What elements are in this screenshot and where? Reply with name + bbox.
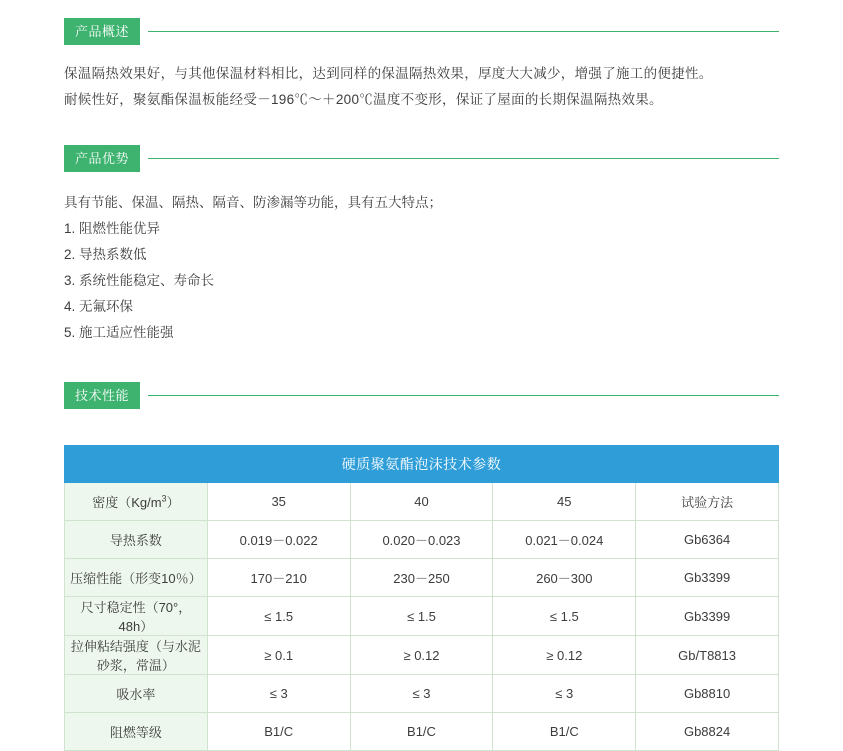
row-value-2: 0.020－0.023 bbox=[350, 521, 493, 559]
row-value-2: 230－250 bbox=[350, 559, 493, 597]
section-tag-performance: 技术性能 bbox=[64, 382, 140, 409]
advantage-intro: 具有节能、保温、隔热、隔音、防渗漏等功能，具有五大特点； bbox=[64, 195, 442, 210]
section-rule-overview bbox=[148, 31, 779, 32]
row-label: 压缩性能（形变10％） bbox=[65, 559, 208, 597]
table-row bbox=[65, 559, 779, 597]
table-body bbox=[65, 483, 779, 751]
row-value-2: 40 bbox=[350, 483, 493, 521]
row-value-2: ≤ 3 bbox=[350, 675, 493, 713]
table-row bbox=[65, 713, 779, 751]
overview-line-2: 耐候性好，聚氨酯保温板能经受－196℃～＋200℃温度不变形，保证了屋面的长期保温隔热效果。 bbox=[64, 92, 663, 107]
table-row bbox=[65, 675, 779, 713]
row-method: 试验方法 bbox=[636, 483, 779, 521]
overview-line-1: 保温隔热效果好，与其他保温材料相比，达到同样的保温隔热效果，厚度大大减少，增强了施工的便捷性。 bbox=[64, 66, 713, 81]
row-label-text: 密度（Kg/m bbox=[92, 495, 162, 510]
row-value-3: 45 bbox=[493, 483, 636, 521]
row-value-2: ≥ 0.12 bbox=[350, 636, 493, 675]
advantage-item-5: 5. 施工适应性能强 bbox=[64, 325, 174, 340]
row-value-2: B1/C bbox=[350, 713, 493, 751]
advantage-item-4: 4. 无氟环保 bbox=[64, 299, 134, 314]
row-value-1: ≤ 1.5 bbox=[207, 597, 350, 636]
row-method: Gb3399 bbox=[636, 597, 779, 636]
advantage-item-1: 1. 阻燃性能优异 bbox=[64, 221, 161, 236]
row-value-3: 0.021－0.024 bbox=[493, 521, 636, 559]
section-header-overview bbox=[64, 18, 779, 45]
row-value-3: ≤ 1.5 bbox=[493, 597, 636, 636]
row-label-superscript: 3 bbox=[161, 493, 167, 504]
advantage-item-3: 3. 系统性能稳定、寿命长 bbox=[64, 273, 215, 288]
row-method: Gb3399 bbox=[636, 559, 779, 597]
section-rule-advantage bbox=[148, 158, 779, 159]
row-value-1: B1/C bbox=[207, 713, 350, 751]
row-label: 导热系数 bbox=[65, 521, 208, 559]
row-method: Gb/T8813 bbox=[636, 636, 779, 675]
row-label: 吸水率 bbox=[65, 675, 208, 713]
row-label: 阻燃等级 bbox=[65, 713, 208, 751]
row-value-3: B1/C bbox=[493, 713, 636, 751]
row-value-3: 260－300 bbox=[493, 559, 636, 597]
top-spacer bbox=[64, 0, 779, 18]
spacer-after-overview bbox=[64, 113, 779, 145]
table-title: 硬质聚氨酯泡沫技术参数 bbox=[65, 446, 779, 483]
row-value-3: ≥ 0.12 bbox=[493, 636, 636, 675]
row-method: Gb8824 bbox=[636, 713, 779, 751]
row-value-1: ≤ 3 bbox=[207, 675, 350, 713]
section-rule-performance bbox=[148, 395, 779, 396]
table-header-row bbox=[65, 446, 779, 483]
section-header-advantage bbox=[64, 145, 779, 172]
row-value-1: 170－210 bbox=[207, 559, 350, 597]
row-label bbox=[65, 483, 208, 521]
row-method: Gb8810 bbox=[636, 675, 779, 713]
table-row bbox=[65, 636, 779, 675]
tech-spec-table bbox=[64, 445, 779, 751]
row-value-3: ≤ 3 bbox=[493, 675, 636, 713]
section-header-performance bbox=[64, 382, 779, 409]
row-label-tail: ） bbox=[166, 495, 180, 510]
row-label: 拉伸粘结强度（与水泥砂浆，常温） bbox=[65, 636, 208, 675]
row-value-1: 35 bbox=[207, 483, 350, 521]
row-value-2: ≤ 1.5 bbox=[350, 597, 493, 636]
row-method: Gb6364 bbox=[636, 521, 779, 559]
overview-text bbox=[64, 45, 779, 113]
table-row bbox=[65, 483, 779, 521]
spacer-after-advantage bbox=[64, 346, 779, 382]
section-tag-overview: 产品概述 bbox=[64, 18, 140, 45]
advantage-content bbox=[64, 172, 779, 346]
table-row bbox=[65, 597, 779, 636]
table-row bbox=[65, 521, 779, 559]
row-value-1: ≥ 0.1 bbox=[207, 636, 350, 675]
advantage-item-2: 2. 导热系数低 bbox=[64, 247, 147, 262]
spacer-before-table bbox=[64, 409, 779, 445]
row-value-1: 0.019－0.022 bbox=[207, 521, 350, 559]
section-tag-advantage: 产品优势 bbox=[64, 145, 140, 172]
row-label: 尺寸稳定性（70°，48h） bbox=[65, 597, 208, 636]
